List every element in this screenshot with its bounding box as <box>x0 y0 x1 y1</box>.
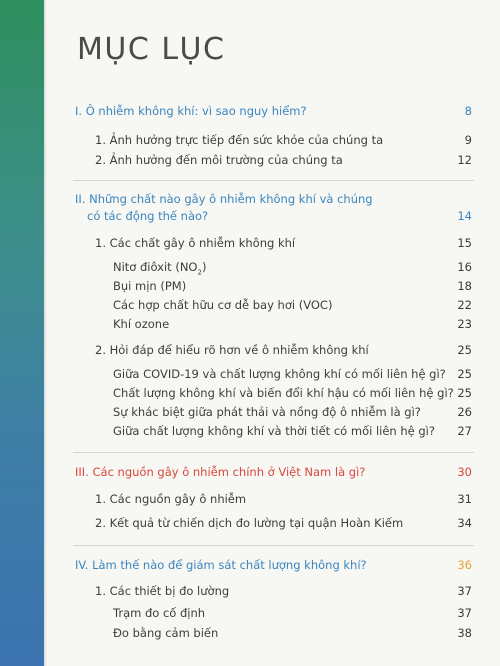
toc-section-1[interactable] <box>47 101 500 121</box>
toc-page-number: 34 <box>457 516 472 530</box>
toc-subsection[interactable] <box>47 581 500 601</box>
toc-section-title: I. Ô nhiễm không khí: vì sao nguy hiểm? <box>75 104 307 118</box>
toc-subsection[interactable] <box>47 340 500 360</box>
toc-subsection-title: 1. Các chất gây ô nhiễm không khí <box>95 236 296 250</box>
toc-subsection-title: 1. Các nguồn gây ô nhiễm <box>95 492 247 506</box>
section-divider <box>73 180 474 181</box>
toc-section-3[interactable] <box>47 462 500 482</box>
toc-item[interactable] <box>47 295 500 315</box>
toc-page-number: 25 <box>457 386 472 400</box>
toc-page-number: 37 <box>457 584 472 598</box>
toc-subsection[interactable] <box>47 513 500 533</box>
toc-page-number: 22 <box>457 298 472 312</box>
toc-page-number: 9 <box>464 133 472 147</box>
toc-item[interactable] <box>47 623 500 643</box>
toc-page-number: 31 <box>457 492 472 506</box>
toc-section-4[interactable] <box>47 555 500 575</box>
toc-section-title: IV. Làm thế nào để giám sát chất lượng không khí? <box>75 558 367 572</box>
toc-page-number: 25 <box>457 343 472 357</box>
toc-item[interactable] <box>47 364 500 384</box>
toc-item-title: Chất lượng không khí và biến đổi khí hậu có mối liên hệ gì? <box>113 386 454 400</box>
toc-item-title: Giữa COVID-19 và chất lượng không khí có mối liên hệ gì? <box>113 367 446 381</box>
toc-item[interactable] <box>47 603 500 623</box>
toc-section-2[interactable] <box>47 206 500 226</box>
toc-page-number: 16 <box>457 260 472 274</box>
toc-page-number: 12 <box>457 153 472 167</box>
toc-page-number: 15 <box>457 236 472 250</box>
subscript: 2 <box>197 268 202 277</box>
toc-item-title: Đo bằng cảm biến <box>113 626 219 640</box>
toc-item[interactable] <box>47 383 500 403</box>
toc-page-number: 18 <box>457 279 472 293</box>
toc-item[interactable] <box>47 421 500 441</box>
toc-subsection[interactable] <box>47 489 500 509</box>
toc-subsection[interactable] <box>47 130 500 150</box>
toc-subsection-title: 2. Ảnh hưởng đến môi trường của chúng ta <box>95 153 343 167</box>
toc-subsection[interactable] <box>47 150 500 170</box>
toc-item-title: Bụi mịn (PM) <box>113 279 187 293</box>
toc-subsection-title: 1. Các thiết bị đo lường <box>95 584 230 598</box>
toc-section-2-title-line1[interactable]: II. Những chất nào gây ô nhiễm không khí và chúng <box>75 192 373 206</box>
toc-page-number: 27 <box>457 424 472 438</box>
toc-subsection-title: 2. Hỏi đáp để hiểu rõ hơn về ô nhiễm không khí <box>95 343 369 357</box>
toc-subsection[interactable] <box>47 233 500 253</box>
toc-item-title: Các hợp chất hữu cơ dễ bay hơi (VOC) <box>113 298 333 312</box>
book-spine-band <box>0 0 44 666</box>
toc-page-number: 30 <box>457 465 472 479</box>
toc-page <box>47 0 500 666</box>
toc-page-number: 8 <box>464 104 472 118</box>
toc-item[interactable] <box>47 276 500 296</box>
toc-page-number: 38 <box>457 626 472 640</box>
page-title: MỤC LỤC <box>77 32 226 67</box>
toc-item-title: Giữa chất lượng không khí và thời tiết có mối liên hệ gì? <box>113 424 435 438</box>
toc-page-number: 36 <box>457 558 472 572</box>
toc-item[interactable] <box>47 257 500 277</box>
section-divider <box>73 545 474 546</box>
toc-item[interactable] <box>47 402 500 422</box>
toc-item-title: Trạm đo cố định <box>113 606 206 620</box>
toc-item-title-text: Nitơ điôxit (NO <box>113 260 198 274</box>
toc-subsection-title: 2. Kết quả từ chiến dịch đo lường tại quận Hoàn Kiếm <box>95 516 404 530</box>
toc-item-title-text: ) <box>201 260 207 274</box>
section-divider <box>73 452 474 453</box>
toc-section-title: III. Các nguồn gây ô nhiễm chính ở Việt Nam là gì? <box>75 465 366 479</box>
toc-item-title: Sự khác biệt giữa phát thải và nồng độ ô nhiễm là gì? <box>113 405 421 419</box>
toc-page-number: 23 <box>457 317 472 331</box>
toc-page-number: 14 <box>457 209 472 223</box>
toc-item-title: Khí ozone <box>113 317 170 331</box>
toc-page-number: 26 <box>457 405 472 419</box>
toc-item[interactable] <box>47 314 500 334</box>
toc-subsection-title: 1. Ảnh hưởng trực tiếp đến sức khỏe của chúng ta <box>95 133 384 147</box>
toc-page-number: 25 <box>457 367 472 381</box>
toc-page-number: 37 <box>457 606 472 620</box>
toc-section-title: có tác động thế nào? <box>87 209 209 223</box>
